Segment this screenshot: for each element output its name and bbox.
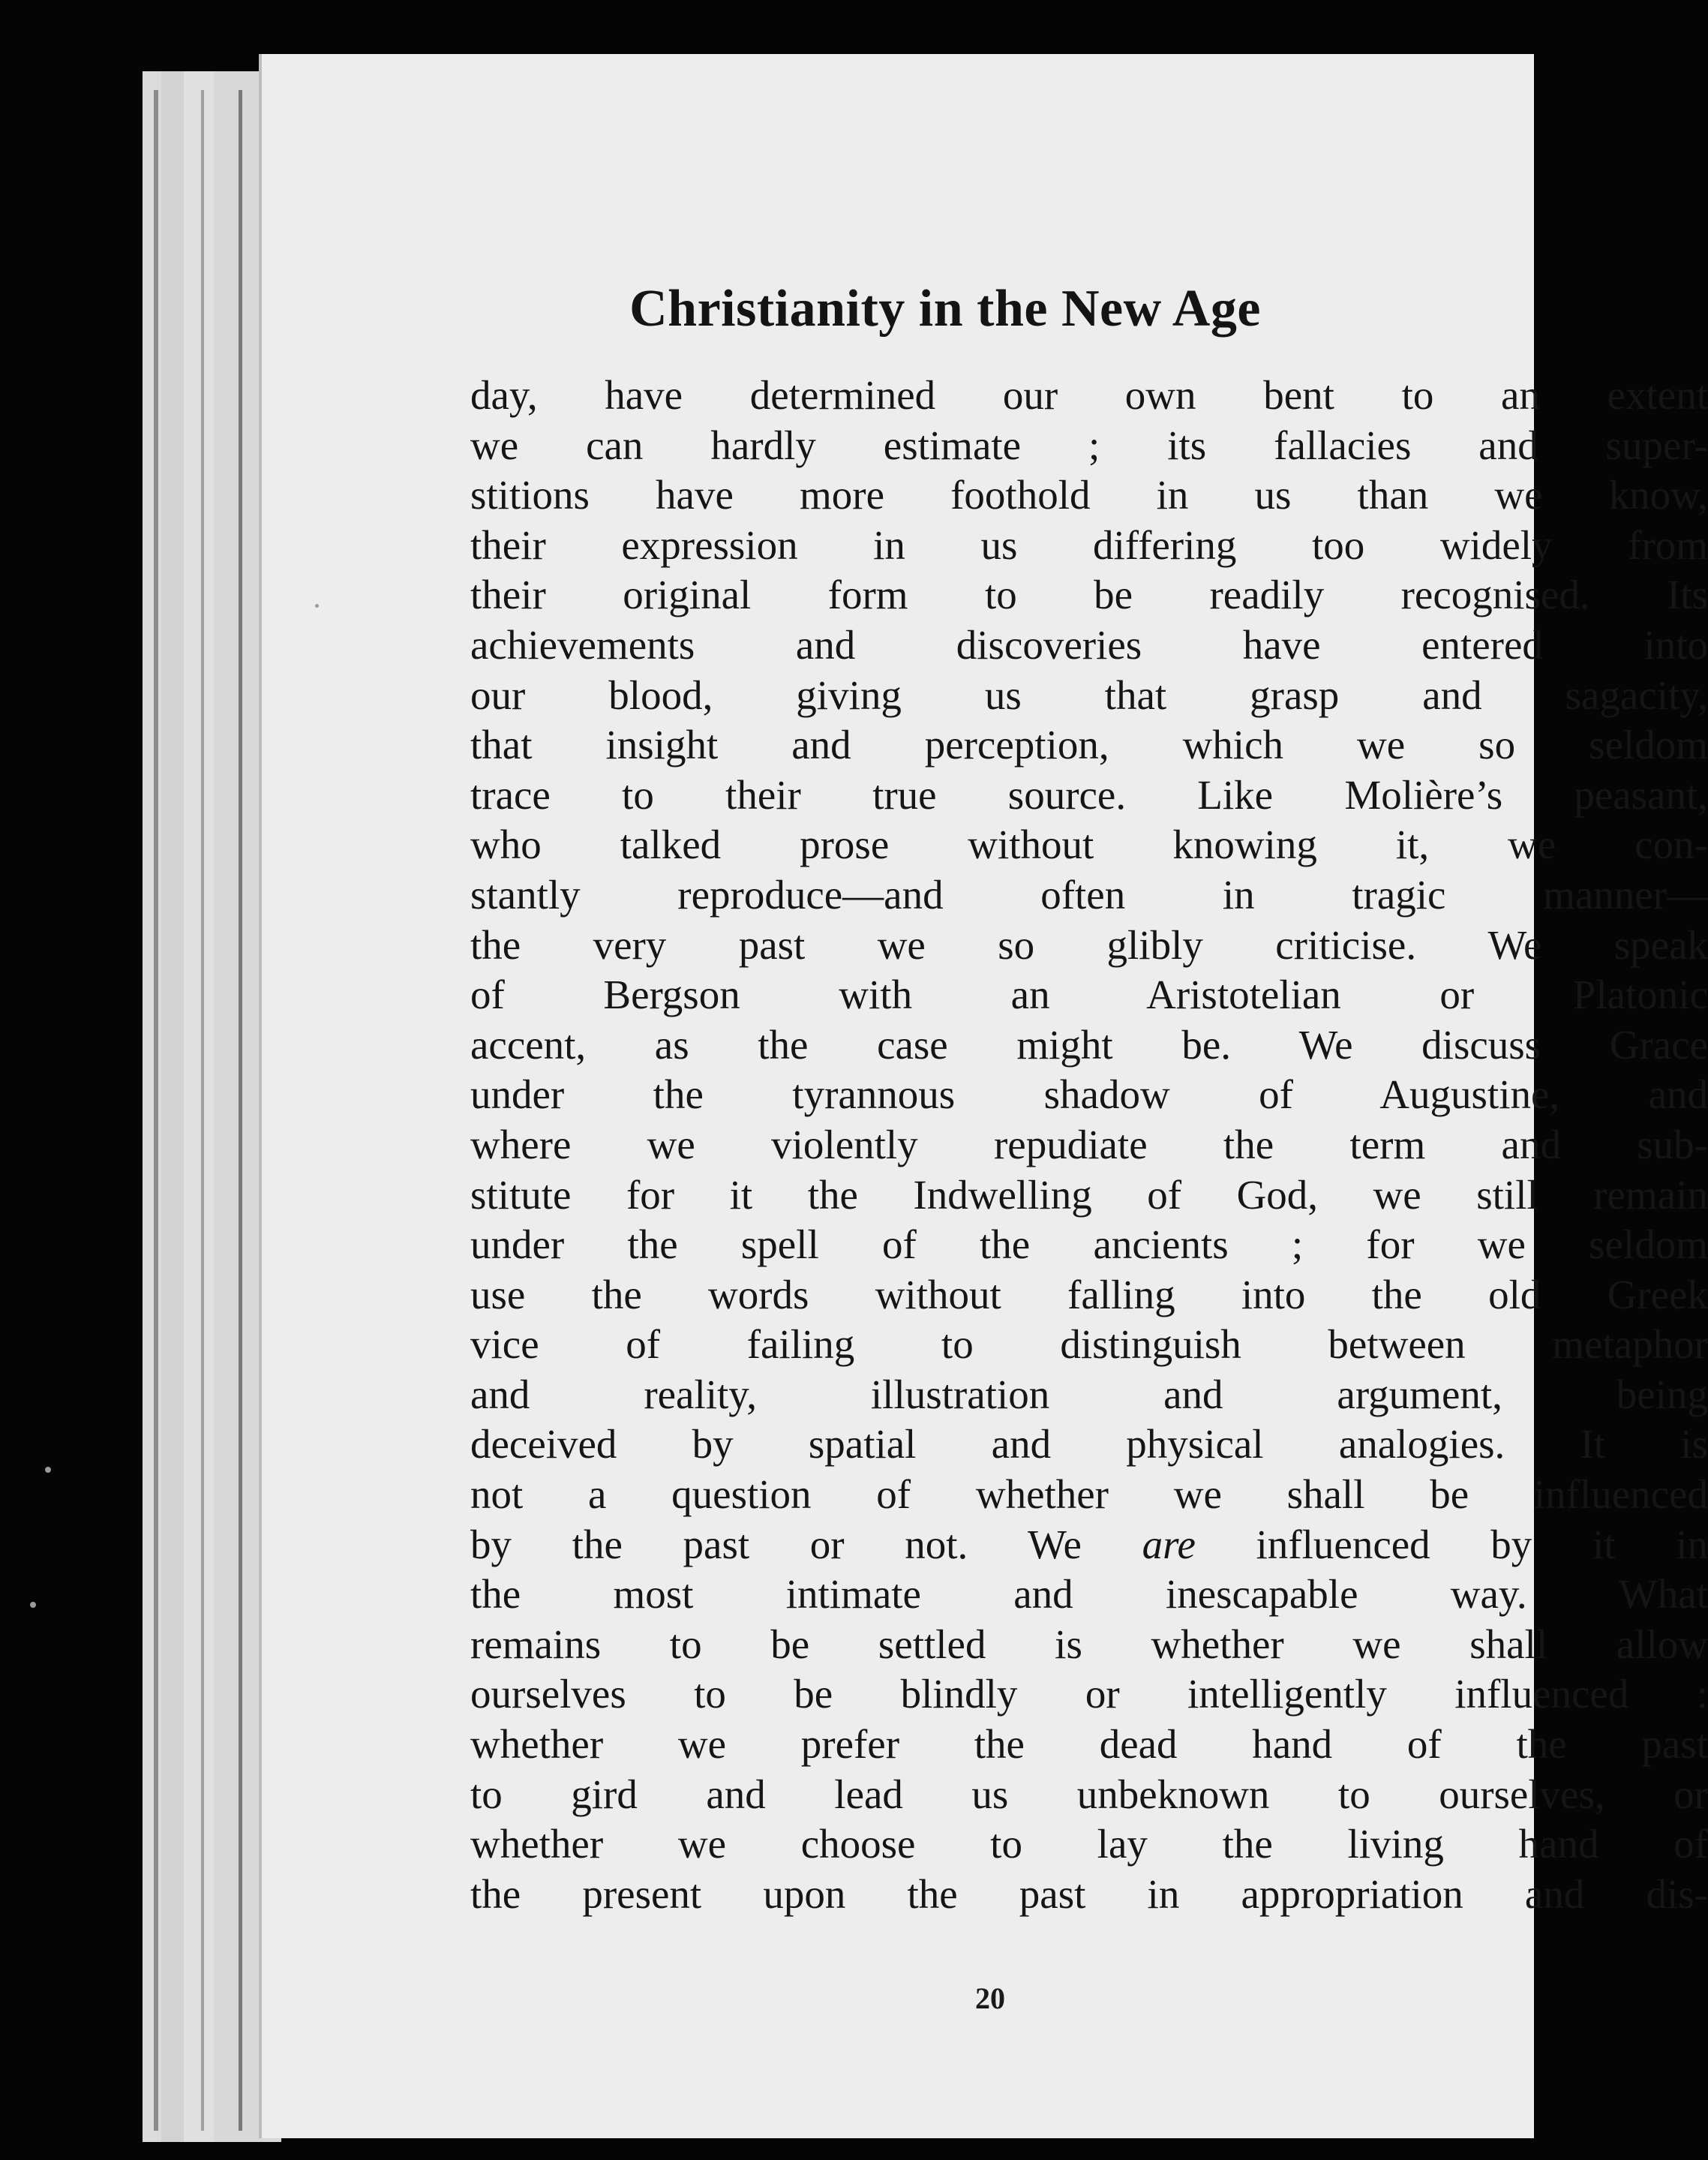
- text-line: stitute for it the Indwelling of God, we still remain: [470, 1171, 1708, 1218]
- text-line: stantly reproduce—and often in tragic manner—: [470, 871, 1708, 918]
- text-line: the very past we so glibly criticise. We speak: [470, 921, 1708, 968]
- scan-speck: [30, 1602, 36, 1608]
- text-line: under the spell of the ancients ; for we seldom: [470, 1221, 1708, 1268]
- text-line: accent, as the case might be. We discuss Grace: [470, 1021, 1708, 1068]
- text-line: of Bergson with an Aristotelian or Platonic: [470, 972, 1708, 1018]
- book-page: [259, 54, 1708, 2138]
- text-line: stitions have more foothold in us than we know,: [470, 472, 1708, 518]
- page-edge-line: [201, 90, 204, 2131]
- text-line: day, have determined our own bent to an extent: [470, 372, 1708, 418]
- page-edge-line: [239, 90, 242, 2131]
- text-line: vice of failing to distinguish between metaphor: [470, 1321, 1708, 1368]
- text-line: not a question of whether we shall be influenced: [470, 1471, 1708, 1518]
- running-head: Christianity in the New Age: [629, 280, 1261, 338]
- text-line: deceived by spatial and physical analogies. It is: [470, 1421, 1708, 1468]
- text-line: the most intimate and inescapable way. What: [470, 1571, 1708, 1618]
- text-line: ourselves to be blindly or intelligently influenced :: [470, 1671, 1708, 1717]
- text-line: whether we prefer the dead hand of the past: [470, 1721, 1708, 1768]
- text-line: our blood, giving us that grasp and sagacity,: [470, 671, 1708, 718]
- text-line: by the past or not. We are influenced by it in: [470, 1521, 1708, 1567]
- text-line: remains to be settled is whether we shall allow: [470, 1621, 1708, 1667]
- text-line: achievements and discoveries have entered into: [470, 621, 1708, 668]
- text-line: the present upon the past in appropriation and dis-: [470, 1870, 1708, 1917]
- body-text: [470, 371, 1708, 1919]
- text-line: under the tyrannous shadow of Augustine, and: [470, 1071, 1708, 1118]
- text-line: who talked prose without knowing it, we con-: [470, 822, 1708, 868]
- text-line: we can hardly estimate ; its fallacies and super-: [470, 422, 1708, 468]
- text-line: use the words without falling into the old Greek: [470, 1271, 1708, 1317]
- scan-speck: [45, 1467, 51, 1473]
- scan-speck: [315, 604, 319, 608]
- text-line: where we violently repudiate the term and sub-: [470, 1121, 1708, 1167]
- text-line: to gird and lead us unbeknown to ourselves, or: [470, 1771, 1708, 1817]
- page-number: 20: [975, 1981, 1005, 2015]
- text-line: trace to their true source. Like Molière’s peasant,: [470, 771, 1708, 818]
- text-line: that insight and perception, which we so seldom: [470, 722, 1708, 768]
- text-line: their original form to be readily recognised. Its: [470, 572, 1708, 618]
- text-line: their expression in us differing too widely from: [470, 521, 1708, 568]
- page-edge-line: [154, 90, 158, 2131]
- text-line: and reality, illustration and argument, being: [470, 1371, 1708, 1417]
- text-line: whether we choose to lay the living hand of: [470, 1821, 1708, 1867]
